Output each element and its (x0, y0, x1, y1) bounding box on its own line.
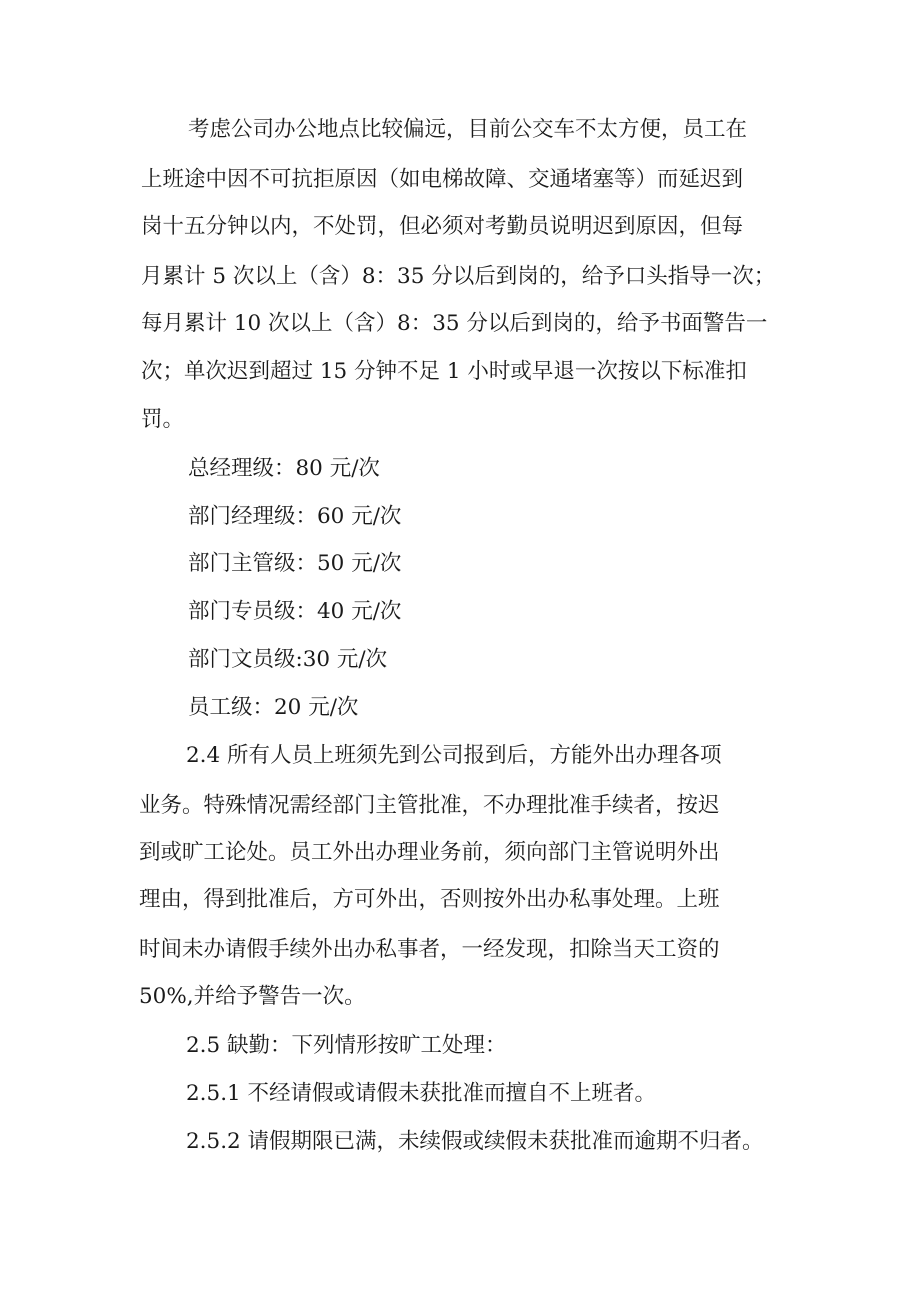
para1-line-6: 次；单次迟到超过 15 分钟不足 1 小时或早退一次按以下标准扣 (141, 359, 747, 384)
para2-line-5: 时间未办请假手续外出办私事者，一经发现，扣除当天工资的 (139, 937, 720, 962)
section-2-5-title: 2.5 缺勤：下列情形按旷工处理： (186, 1033, 507, 1058)
penalty-item: 总经理级：80 元/次 (188, 456, 380, 481)
para2-line-3: 到或旷工论处。员工外出办理业务前，须向部门主管说明外出 (139, 840, 720, 865)
para1-line-2: 上班途中因不可抗拒原因（如电梯故障、交通堵塞等）而延迟到 (141, 167, 744, 192)
para1-line-5: 每月累计 10 次以上（含）8：35 分以后到岗的，给予书面警告一 (141, 311, 768, 336)
para1-line-7: 罚。 (141, 407, 185, 432)
para2-line-6: 50%,并给予警告一次。 (139, 984, 366, 1009)
penalty-item: 员工级：20 元/次 (188, 695, 359, 720)
para2-line-2: 业务。特殊情况需经部门主管批准，不办理批准手续者，按迟 (139, 793, 720, 818)
section-2-5-item: 2.5.2 请假期限已满，未续假或续假未获批准而逾期不归者。 (186, 1129, 764, 1154)
para2-line-1: 2.4 所有人员上班须先到公司报到后，方能外出办理各项 (186, 743, 722, 768)
para1-line-1: 考虑公司办公地点比较偏远，目前公交车不太方便，员工在 (188, 117, 748, 142)
para2-line-4: 理由，得到批准后，方可外出，否则按外出办私事处理。上班 (139, 887, 720, 912)
section-2-5-item: 2.5.1 不经请假或请假未获批准而擅自不上班者。 (186, 1081, 657, 1106)
penalty-item: 部门文员级:30 元/次 (188, 647, 388, 672)
para1-line-4: 月累计 5 次以上（含）8：35 分以后到岗的，给予口头指导一次； (141, 264, 776, 289)
penalty-item: 部门专员级：40 元/次 (188, 599, 402, 624)
para1-line-3: 岗十五分钟以内，不处罚，但必须对考勤员说明迟到原因，但每 (141, 214, 744, 239)
penalty-item: 部门主管级：50 元/次 (188, 551, 402, 576)
penalty-item: 部门经理级：60 元/次 (188, 504, 402, 529)
